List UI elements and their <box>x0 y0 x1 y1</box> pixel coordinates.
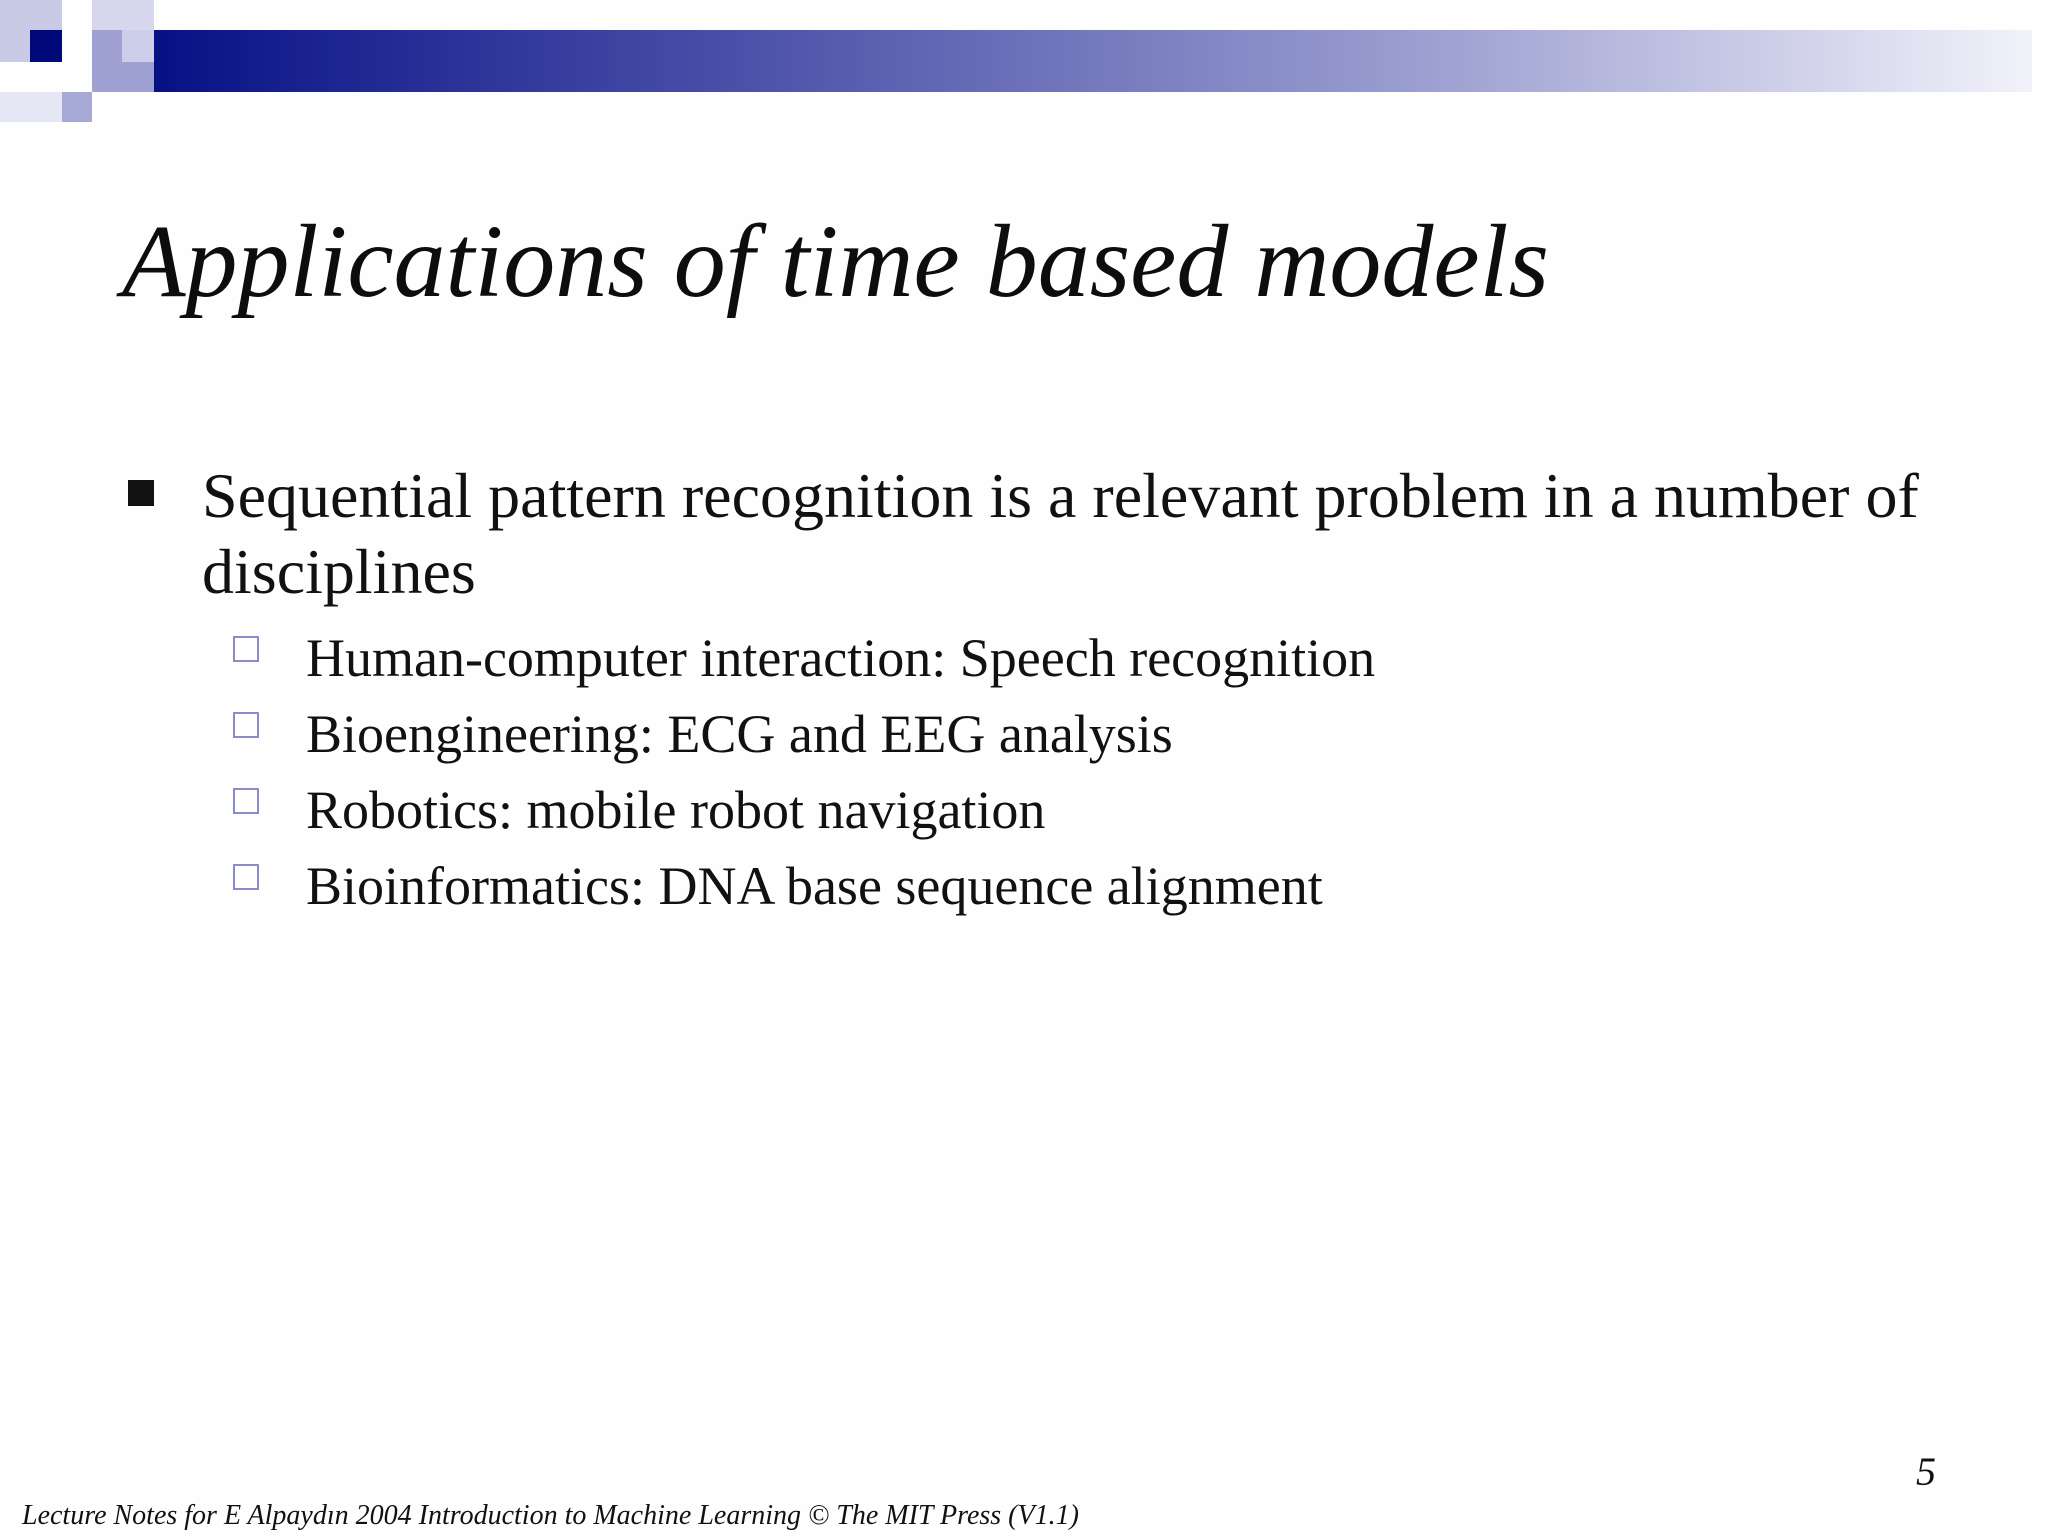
sub-bullet-text: Robotics: mobile robot navigation <box>306 780 1046 840</box>
sub-bullet-text: Bioinformatics: DNA base sequence alignment <box>306 856 1323 916</box>
sub-bullet-text: Bioengineering: ECG and EEG analysis <box>306 704 1173 764</box>
hollow-square-bullet-icon <box>233 712 259 738</box>
header-gradient-bar <box>92 30 2032 92</box>
main-bullet <box>120 458 1920 610</box>
sub-bullet-text: Human-computer interaction: Speech recognition <box>306 628 1376 688</box>
header-square <box>30 30 62 62</box>
sub-bullet <box>230 620 1930 696</box>
header-square <box>0 92 62 122</box>
hollow-square-bullet-icon <box>233 636 259 662</box>
sub-bullet <box>230 696 1930 772</box>
main-bullet-text: Sequential pattern recognition is a relevant problem in a number of disciplines <box>202 460 1919 607</box>
hollow-square-bullet-icon <box>233 864 259 890</box>
sub-bullet <box>230 848 1930 924</box>
filled-square-bullet-icon <box>128 480 154 506</box>
hollow-square-bullet-icon <box>233 788 259 814</box>
page-number: 5 <box>1916 1449 1936 1494</box>
header-square <box>92 0 154 30</box>
sub-bullet-list <box>230 620 1930 924</box>
slide-title: Applications of time based models <box>122 204 1549 319</box>
footer-citation: Lecture Notes for E Alpaydın 2004 Introduction to Machine Learning © The MIT Press (V1.1) <box>22 1500 1079 1531</box>
header-square <box>62 92 92 122</box>
sub-bullet <box>230 772 1930 848</box>
header-square <box>122 30 154 62</box>
